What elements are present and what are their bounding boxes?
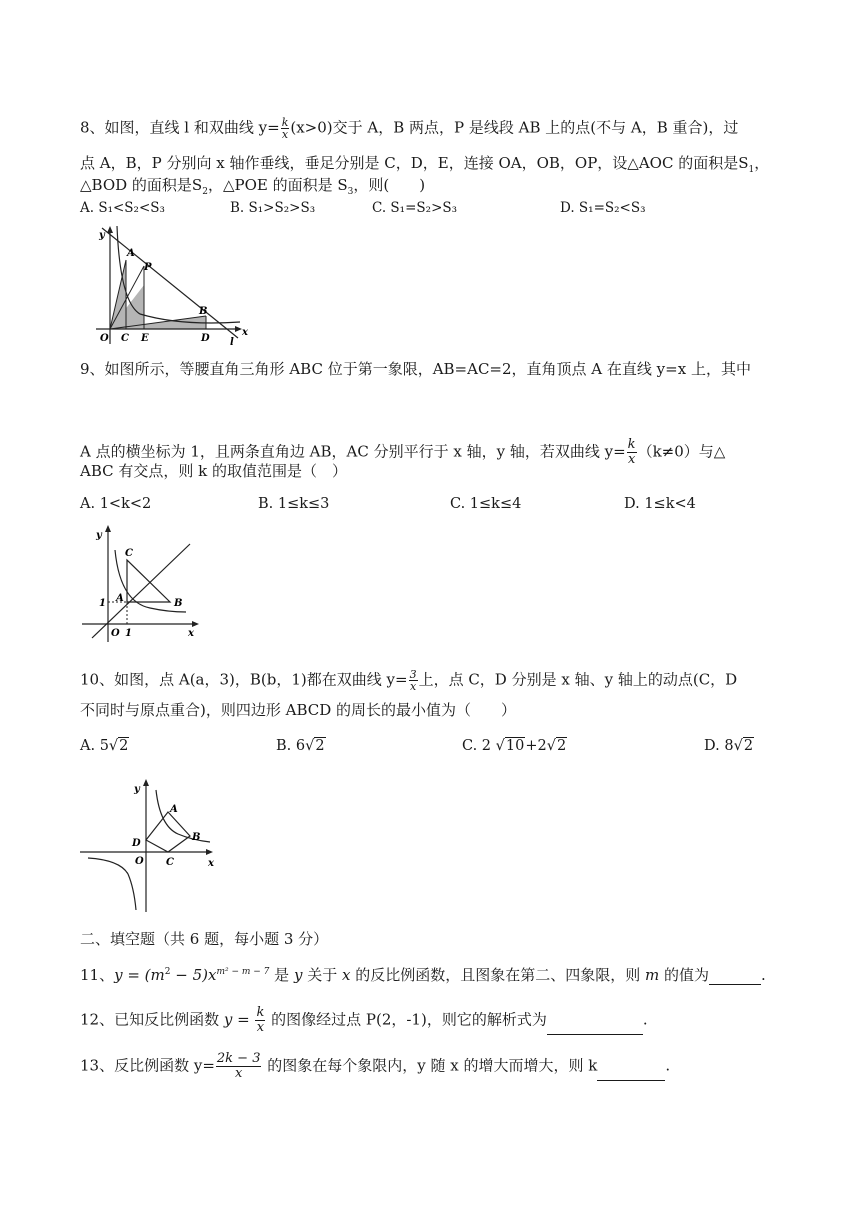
q10-fig-label-d: D xyxy=(132,838,141,849)
q8-figure xyxy=(90,222,260,346)
q8-fig-label-a: A xyxy=(127,248,135,259)
q9-fig-label-x: x xyxy=(188,628,194,639)
q8-fig-label-l: l xyxy=(230,337,234,346)
q10-option-a: A. 5√2 xyxy=(80,738,129,754)
q12-line: 12、已知反比例函数 y = $\frac{k}{x}$ 的图像经过点 P(2，-1)，则它的解析式为 . xyxy=(80,1005,648,1035)
q11-line: 11、$y = (m^2 - 5)x^{m^2 - m - 7}$ 是 y 关于 x 的反比例函数，且图象在第二、四象限，则 m 的值为 . xyxy=(80,966,766,984)
q9-fig-label-b: B xyxy=(174,598,183,609)
q10-figure xyxy=(80,774,220,916)
q9-option-c: C. 1≤k≤4 xyxy=(450,496,522,512)
section-2-heading: 二、填空题（共 6 题，每小题 3 分） xyxy=(80,930,329,948)
q8-fraction: $\frac{k}{x}$ xyxy=(281,116,289,141)
q10-option-c: C. 2 √10+2√2 xyxy=(462,738,567,754)
q8-fig-label-x: x xyxy=(242,327,248,338)
q9-line-1: 9、如图所示，等腰直角三角形 ABC 位于第一象限，AB=AC=2，直角顶点 A 在直线 y=x 上，其中 xyxy=(80,360,751,378)
q9-fig-label-c: C xyxy=(125,548,133,559)
q10-line-1: 10、如图，点 A(a，3)，B(b，1)都在双曲线 y= $\frac{3}{x}$ 上，点 C，D 分别是 x 轴、y 轴上的动点(C，D xyxy=(80,668,738,693)
q10-line-2: 不同时与原点重合)，则四边形 ABCD 的周长的最小值为（ ） xyxy=(80,701,517,719)
q8-line-3: △BOD 的面积是$S_2$，△POE 的面积是 $S_3$，则( ) xyxy=(80,176,426,197)
q11-answer-blank[interactable] xyxy=(709,968,761,985)
q9-fig-label-1y: 1 xyxy=(99,598,106,609)
q9-option-a: A. 1<k<2 xyxy=(80,496,152,512)
q8-line-1: 8、如图，直线 l 和双曲线 y= $\frac{k}{x}$ (x>0)交于 A，B 两点，P 是线段 AB 上的点(不与 A，B 重合)，过 xyxy=(80,116,739,141)
q8-option-c: C. S₁=S₂>S₃ xyxy=(372,200,458,216)
q8-option-b: B. S₁>S₂>S₃ xyxy=(230,200,316,216)
q8-fig-label-b: B xyxy=(199,306,208,317)
q8-fig-label-y: y xyxy=(99,230,105,241)
q10-fig-label-x: x xyxy=(208,858,214,869)
q9-line-2: A 点的横坐标为 1，且两条直角边 AB，AC 分别平行于 x 轴，y 轴，若双曲线 y= $\frac{k}{x}$ （k≠0）与△ xyxy=(80,437,726,467)
q8-fig-label-p: P xyxy=(144,262,152,273)
q10-option-b: B. 6√2 xyxy=(276,738,325,754)
q8-fig-label-e: E xyxy=(141,333,149,344)
q8-option-a: A. S₁<S₂<S₃ xyxy=(80,200,165,216)
q8-option-d: D. S₁=S₂<S₃ xyxy=(560,200,646,216)
q9-figure xyxy=(78,520,204,644)
q9-option-b: B. 1≤k≤3 xyxy=(258,496,330,512)
q10-option-d: D. 8√2 xyxy=(704,738,754,754)
q8-fig-label-c: C xyxy=(121,333,129,344)
q10-fig-label-c: C xyxy=(166,857,174,868)
q9-line-3: ABC 有交点，则 k 的取值范围是（ ） xyxy=(80,462,348,480)
q12-fraction: $\frac{k}{x}$ xyxy=(256,1005,265,1035)
q10-fig-label-o: O xyxy=(135,856,144,867)
q9-option-d: D. 1≤k<4 xyxy=(624,496,696,512)
q9-fig-label-1x: 1 xyxy=(125,628,132,639)
q8-fig-label-o: O xyxy=(100,333,109,344)
q13-fraction: $\frac{2k - 3}{x}$ xyxy=(216,1051,261,1081)
q10-fig-label-y: y xyxy=(134,784,140,795)
q9-fig-label-y: y xyxy=(96,530,102,541)
q8-fig-label-d: D xyxy=(201,333,210,344)
q10-fraction: $\frac{3}{x}$ xyxy=(409,668,417,693)
q12-answer-blank[interactable] xyxy=(547,1018,643,1035)
q9-fraction: $\frac{k}{x}$ xyxy=(627,437,636,467)
q13-line: 13、反比例函数 y= $\frac{2k - 3}{x}$ 的图象在每个象限内，y 随 x 的增大而增大，则 k . xyxy=(80,1051,671,1081)
q10-fig-label-a: A xyxy=(170,804,178,815)
q8-line-2: 点 A，B，P 分别向 x 轴作垂线，垂足分别是 C，D，E，连接 OA，OB，OP，设△AOC 的面积是$S_1$， xyxy=(80,154,770,175)
q9-fig-label-a: A xyxy=(116,593,124,604)
q10-fig-label-b: B xyxy=(192,832,201,843)
q9-fig-label-o: O xyxy=(111,628,120,639)
q13-answer-blank[interactable] xyxy=(597,1064,665,1081)
